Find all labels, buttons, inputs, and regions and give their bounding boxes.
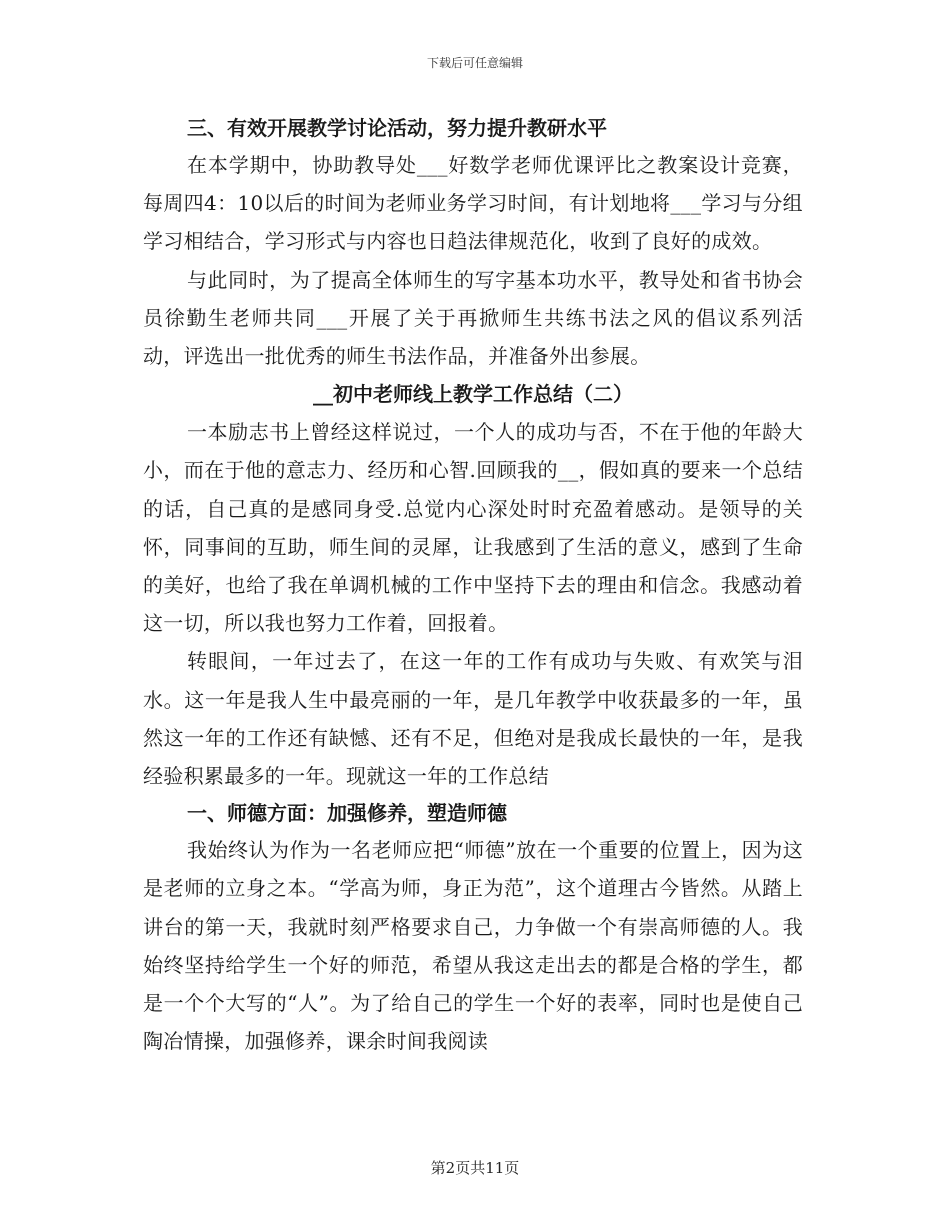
- paragraph: 在本学期中，协助教导处___好数学老师优课评比之教案设计竞赛，每周四4：10以后的时间为老师业务学习时间，有计划地将___学习与分组学习相结合，学习形式与内容也日趋法律规范化，收到了良好的成效。: [143, 153, 803, 254]
- page-footer: 第2页共11页: [430, 1159, 520, 1177]
- paragraph: 我始终认为作为一名老师应把“师德”放在一个重要的位置上，因为这是老师的立身之本。“学高为师，身正为范”，这个道理古今皆然。从踏上讲台的第一天，我就时刻严格要求自己，力争做一个有崇高师德的人。我始终坚持给学生一个好的师范，希望从我这走出去的都是合格的学生，都是一个个大写的“人”。为了给自己的学生一个好的表率，同时也是使自己陶冶情操，加强修养，课余时间我阅读: [143, 838, 803, 1054]
- section-heading-1: 一、师德方面：加强修养，塑造师德: [187, 801, 507, 826]
- paragraph: 转眼间，一年过去了，在这一年的工作有成功与失败、有欢笑与泪水。这一年是我人生中最亮丽的一年，是几年教学中收获最多的一年，虽然这一年的工作还有缺憾、还有不足，但绝对是我成长最快的一年，是我经验积累最多的一年。现就这一年的工作总结: [143, 649, 803, 789]
- page-header: 下载后可任意编辑: [426, 56, 523, 70]
- paragraph: 一本励志书上曾经这样说过，一个人的成功与否，不在于他的年龄大小，而在于他的意志力、经历和心智.回顾我的__，假如真的要来一个总结的话，自己真的是感同身受.总觉内心深处时时充盈着感动。是领导的关怀，同事间的互助，师生间的灵犀，让我感到了生活的意义，感到了生命的美好，也给了我在单调机械的工作中坚持下去的理由和信念。我感动着这一切，所以我也努力工作着，回报着。: [143, 420, 803, 636]
- section-heading-3: 三、有效开展教学讨论活动，努力提升教研水平: [187, 116, 607, 140]
- paragraph: 与此同时，为了提高全体师生的写字基本功水平，教导处和省书协会员徐勤生老师共同___开展了关于再掀师生共练书法之风的倡议系列活动，评选出一批优秀的师生书法作品，并准备外出参展。: [143, 267, 803, 369]
- document-title: __初中老师线上教学工作总结（二）: [313, 382, 633, 407]
- document-body: [143, 110, 803, 1060]
